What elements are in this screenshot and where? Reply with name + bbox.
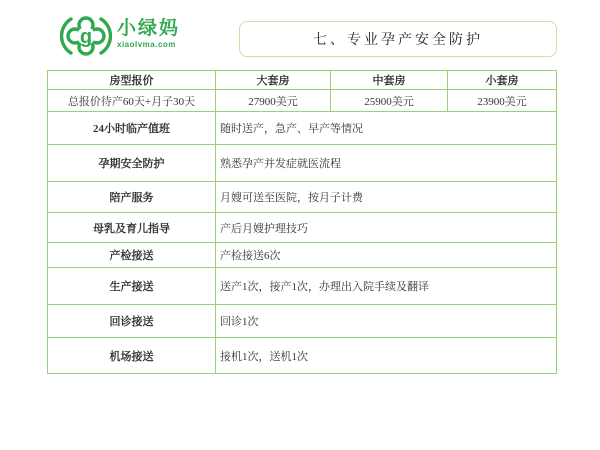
service-value: 熟悉孕产并发症就医流程 [216, 145, 557, 182]
table-header-row [48, 71, 557, 90]
header-medium-suite: 中套房 [331, 71, 448, 90]
table-row [48, 213, 557, 243]
service-value: 送产1次，接产1次，办理出入院手续及翻译 [216, 268, 557, 305]
svg-text:g: g [79, 26, 93, 48]
price-row [48, 90, 557, 112]
price-medium-suite: 25900美元 [331, 90, 448, 112]
service-value: 接机1次，送机1次 [216, 338, 557, 374]
table-row [48, 145, 557, 182]
service-value: 月嫂可送至医院，按月子计费 [216, 182, 557, 213]
table-row [48, 112, 557, 145]
price-small-suite: 23900美元 [448, 90, 557, 112]
section-title: 七、专业孕产安全防护 [313, 33, 483, 48]
service-value: 随时送产，急产、早产等情况 [216, 112, 557, 145]
service-value: 产后月嫂护理技巧 [216, 213, 557, 243]
header-large-suite: 大套房 [216, 71, 331, 90]
header-small-suite: 小套房 [448, 71, 557, 90]
service-label: 生产接送 [48, 268, 216, 305]
table-row [48, 182, 557, 213]
logo-domain: xiaolvma.com [117, 40, 176, 49]
header-room-quote: 房型报价 [48, 71, 216, 90]
logo [60, 13, 180, 61]
service-label: 产检接送 [48, 243, 216, 268]
service-label: 机场接送 [48, 338, 216, 374]
service-label: 孕期安全防护 [48, 145, 216, 182]
table-row [48, 268, 557, 305]
service-label: 回诊接送 [48, 305, 216, 338]
section-title-box [239, 21, 557, 57]
logo-brand-name: 小绿妈 [117, 18, 181, 39]
service-label: 母乳及育儿指导 [48, 213, 216, 243]
table-row [48, 305, 557, 338]
logo-text [117, 19, 180, 49]
table-row [48, 338, 557, 374]
price-table [47, 70, 557, 374]
price-row-label: 总报价待产60天+月子30天 [48, 90, 216, 112]
price-large-suite: 27900美元 [216, 90, 331, 112]
service-value: 回诊1次 [216, 305, 557, 338]
xiaolvma-logo-icon [60, 13, 112, 61]
service-label: 陪产服务 [48, 182, 216, 213]
service-value: 产检接送6次 [216, 243, 557, 268]
table-row [48, 243, 557, 268]
service-label: 24小时临产值班 [48, 112, 216, 145]
